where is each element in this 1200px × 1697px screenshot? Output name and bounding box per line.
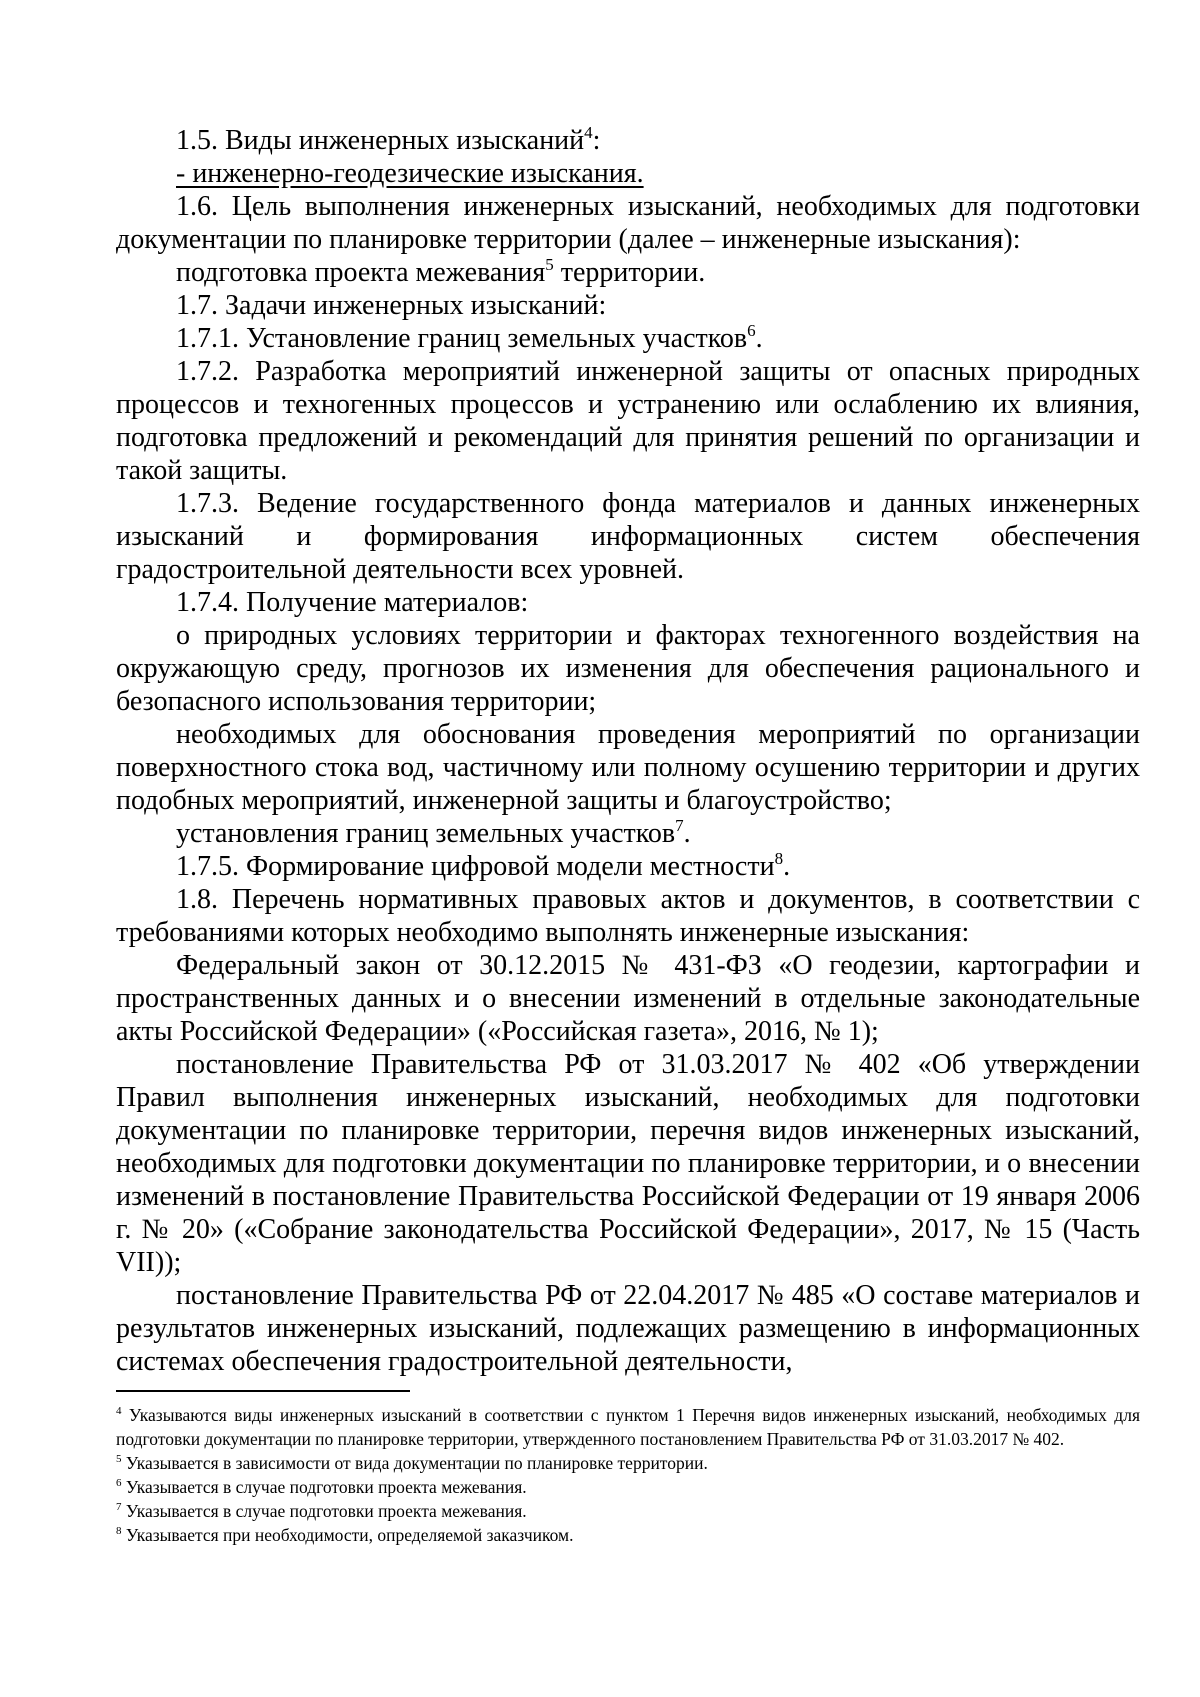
paragraph-text: территории. [553, 257, 706, 288]
paragraph-text: подготовка проекта межевания [176, 257, 546, 288]
footnote-ref: 8 [774, 849, 784, 868]
footnotes [116, 1403, 1140, 1547]
paragraph [116, 322, 1140, 355]
paragraph-text: : [592, 125, 601, 156]
underlined-text: - инженерно-геодезические изыскания. [176, 158, 644, 189]
paragraph [116, 190, 1140, 256]
footnote [116, 1523, 1140, 1547]
footnote-text: Указывается в случае подготовки проекта межевания. [121, 1501, 527, 1521]
paragraph-text: постановление Правительства РФ от 22.04.2017 № 485 «О составе материалов и результатов инженерных изысканий, подлежащих размещению в информационных системах обеспечения градостроительной деятельности, [116, 1280, 1140, 1377]
footnote-number: 4 [116, 1405, 122, 1417]
paragraph [116, 1048, 1140, 1279]
footnote-ref: 5 [545, 255, 554, 274]
paragraph [116, 1279, 1140, 1378]
paragraph-text: 1.7. Задачи инженерных изысканий: [176, 290, 607, 321]
paragraph [116, 817, 1140, 850]
footnote-ref: 6 [747, 321, 756, 340]
paragraph [116, 355, 1140, 487]
footnote-number: 6 [116, 1477, 122, 1489]
paragraph-text: установления границ земельных участков [176, 818, 676, 849]
paragraph [116, 619, 1140, 718]
paragraph-text: . [783, 851, 791, 882]
paragraph [116, 157, 1140, 190]
paragraph [116, 949, 1140, 1048]
paragraph [116, 850, 1140, 883]
paragraph-text: 1.7.3. Ведение государственного фонда материалов и данных инженерных изысканий и формирования информационных систем обеспечения градостроительной деятельности всех уровней. [116, 488, 1140, 585]
paragraph-text: 1.7.2. Разработка мероприятий инженерной защиты от опасных природных процессов и техногенных процессов и устранению или ослаблению их влияния, подготовка предложений и рекомендаций для принятия решений по организации и такой защиты. [116, 356, 1140, 486]
paragraph-text: Федеральный закон от 30.12.2015 № 431-ФЗ «О геодезии, картографии и пространственных данных и о внесении изменений в отдельные законодательные акты Российской Федерации» («Российская газета», 2016, № 1); [116, 950, 1140, 1047]
paragraph-text: 1.5. Виды инженерных изысканий [176, 125, 585, 156]
document-body [116, 124, 1140, 1378]
paragraph-text: постановление Правительства РФ от 31.03.2017 № 402 «Об утверждении Правил выполнения инженерных изысканий, необходимых для подготовки документации по планировке территории, перечня видов инженерных изысканий, необходимых для подготовки документации по планировке территории, и о внесении изменений в постановление Правительства Российской Федерации от 19 января 2006 г. № 20» («Собрание законодательства Российской Федерации», 2017, № 15 (Часть VII)); [116, 1049, 1140, 1278]
paragraph-text: . [755, 323, 763, 354]
paragraph-text: 1.7.1. Установление границ земельных участков [176, 323, 748, 354]
footnote [116, 1403, 1140, 1451]
footnote-text: Указываются виды инженерных изысканий в соответствии с пунктом 1 Перечня видов инженерных изысканий, необходимых для подготовки документации по планировке территории, утвержденного постановлением Правительства РФ от 31.03.2017 № 402. [116, 1405, 1140, 1449]
footnote [116, 1499, 1140, 1523]
paragraph [116, 586, 1140, 619]
footnote-text: Указывается в зависимости от вида документации по планировке территории. [121, 1453, 708, 1473]
footnote-text: Указывается в случае подготовки проекта межевания. [121, 1477, 527, 1497]
paragraph-text: 1.8. Перечень нормативных правовых актов и документов, в соответствии с требованиями которых необходимо выполнять инженерные изыскания: [116, 884, 1140, 948]
paragraph-text: о природных условиях территории и факторах техногенного воздействия на окружающую среду, прогнозов их изменения для обеспечения рационального и безопасного использования территории; [116, 620, 1140, 717]
footnote [116, 1451, 1140, 1475]
paragraph-text: . [683, 818, 691, 849]
paragraph [116, 718, 1140, 817]
paragraph [116, 487, 1140, 586]
footnote [116, 1475, 1140, 1499]
footnote-ref: 7 [675, 816, 684, 835]
footnote-text: Указывается при необходимости, определяемой заказчиком. [121, 1525, 574, 1545]
footnote-ref: 4 [584, 123, 593, 142]
footnote-number: 5 [116, 1453, 122, 1465]
paragraph [116, 883, 1140, 949]
footnote-number: 8 [116, 1525, 122, 1537]
paragraph [116, 289, 1140, 322]
footnote-number: 7 [116, 1501, 122, 1513]
paragraph-text: 1.6. Цель выполнения инженерных изысканий, необходимых для подготовки документации по планировке территории (далее – инженерные изыскания): [116, 191, 1140, 255]
paragraph-text: 1.7.4. Получение материалов: [176, 587, 529, 618]
paragraph [116, 124, 1140, 157]
footnote-separator [116, 1390, 410, 1392]
paragraph-text: необходимых для обоснования проведения мероприятий по организации поверхностного стока вод, частичному или полному осушению территории и других подобных мероприятий, инженерной защиты и благоустройство; [116, 719, 1140, 816]
paragraph [116, 256, 1140, 289]
paragraph-text: 1.7.5. Формирование цифровой модели местности [176, 851, 775, 882]
